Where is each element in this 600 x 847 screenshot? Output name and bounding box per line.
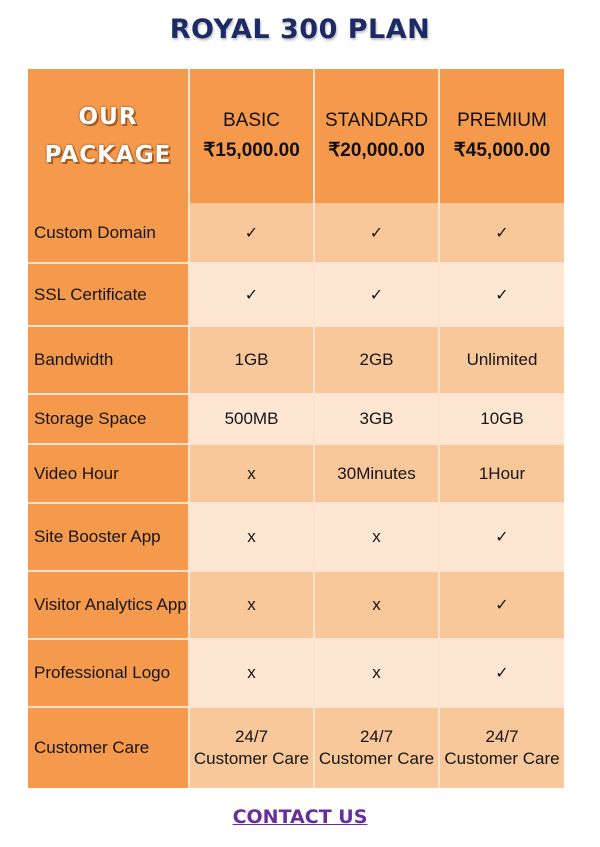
feature-value-line: 24/7 [234,727,269,746]
contact-us-link[interactable]: CONTACT US [232,806,368,828]
package-heading [28,69,190,203]
feature-label: Video Hour [28,445,190,504]
feature-label: Customer Care [28,708,190,788]
feature-value: 1GB [190,327,315,395]
feature-label: Professional Logo [28,640,190,708]
feature-value-line: 24/7 [485,727,519,746]
feature-value: x [315,572,440,640]
table-header-row [28,69,564,203]
table-row [28,708,564,788]
table-row [28,327,564,395]
checkmark-icon: ✓ [440,640,564,708]
table-row [28,504,564,572]
table-row [28,264,564,327]
feature-value: x [190,572,315,640]
feature-value: x [315,640,440,708]
feature-value: x [190,640,315,708]
feature-value-line: 24/7 [359,727,394,746]
package-heading-line1: OUR [78,104,138,130]
feature-value: 3GB [315,395,440,445]
checkmark-icon: ✓ [440,264,564,327]
feature-value: x [315,504,440,572]
plan-price: ₹15,000.00 [203,140,300,161]
checkmark-icon: ✓ [440,572,564,640]
checkmark-icon: ✓ [190,264,315,327]
feature-value [440,708,564,788]
feature-label: Bandwidth [28,327,190,395]
feature-value: Unlimited [440,327,564,395]
table-row [28,203,564,264]
feature-value [315,708,440,788]
plan-name: PREMIUM [457,110,547,131]
feature-label: Site Booster App [28,504,190,572]
table-row [28,395,564,445]
feature-label: Visitor Analytics App [28,572,190,640]
feature-value: 2GB [315,327,440,395]
plan-price: ₹20,000.00 [328,140,425,161]
package-heading-line2: PACKAGE [44,142,172,168]
feature-value: 30Minutes [315,445,440,504]
page-title: ROYAL 300 PLAN [169,14,431,45]
feature-value: 10GB [440,395,564,445]
feature-value-line: Customer Care [318,749,435,768]
table-row [28,445,564,504]
checkmark-icon: ✓ [315,203,440,264]
checkmark-icon: ✓ [440,504,564,572]
feature-value: 500MB [190,395,315,445]
feature-value: x [190,504,315,572]
feature-rows [28,203,564,788]
feature-value [190,708,315,788]
checkmark-icon: ✓ [315,264,440,327]
plan-name: BASIC [222,110,281,131]
table-row [28,640,564,708]
plan-header-premium [440,69,564,203]
feature-value-line: Customer Care [193,749,310,768]
feature-value: x [190,445,315,504]
plan-name: STANDARD [324,110,429,131]
feature-label: Custom Domain [28,203,190,264]
pricing-table [28,69,564,788]
plan-price: ₹45,000.00 [453,140,551,161]
checkmark-icon: ✓ [440,203,564,264]
feature-label: SSL Certificate [28,264,190,327]
checkmark-icon: ✓ [190,203,315,264]
feature-value: 1Hour [440,445,564,504]
feature-value-line: Customer Care [444,749,560,768]
feature-label: Storage Space [28,395,190,445]
plan-header-standard [315,69,440,203]
plan-header-basic [190,69,315,203]
table-row [28,572,564,640]
